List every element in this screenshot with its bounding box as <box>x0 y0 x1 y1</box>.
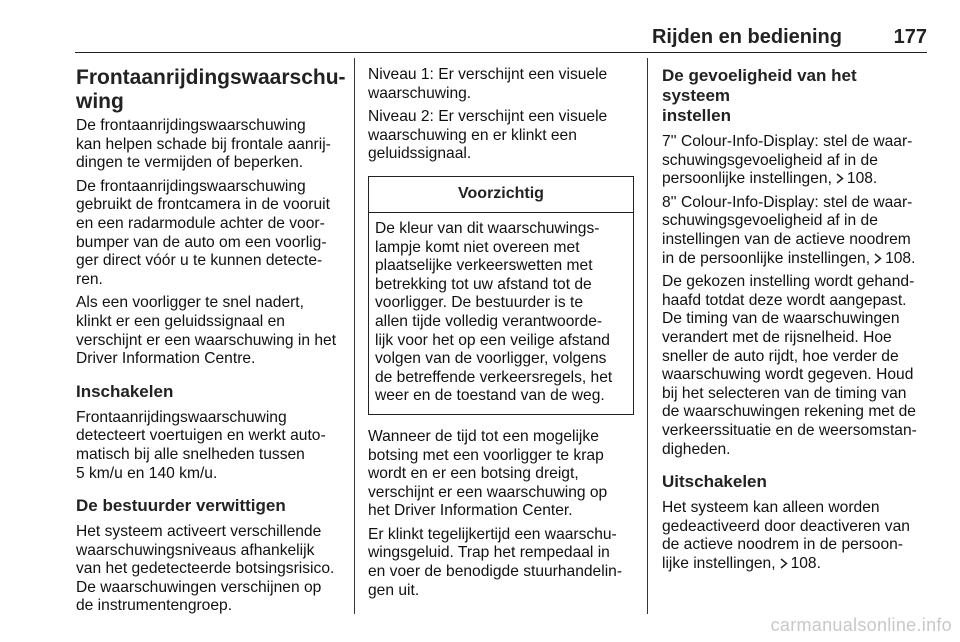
paragraph: Niveau 2: Er verschijnt een visuele waarschuwing en er klinkt een geluidssignaal. <box>368 108 608 163</box>
page-header <box>75 26 927 48</box>
section-title-uitschakelen: Uitschakelen <box>662 472 767 492</box>
caution-box <box>368 176 634 415</box>
watermark: carmanualsonline.info <box>770 615 952 635</box>
paragraph-text: 7'' Colour-Info-Display: stel de waar- schuwingsgevoeligheid af in de persoonlijke instellingen, <box>662 133 913 188</box>
reference-page-link[interactable]: 108. <box>790 554 821 572</box>
caution-title: Voorzichtig <box>369 177 633 213</box>
article-title: Frontaanrijdingswaarschu- wing <box>76 66 346 113</box>
column-divider-2 <box>647 58 648 614</box>
page-reference-icon <box>778 556 789 567</box>
caution-text: De kleur van dit waarschuwings- lampje komt niet overeen met plaatselijke verkeerswetten met betrekking tot uw afstand tot de voorligger. De bestuurder is te allen tijde volledig verantwoorde- lijk voor het op een veilige afstand volgen van de voorligger, volgens de betreffende verkeersregels, het weer en de toestand van de weg. <box>375 219 613 405</box>
paragraph: De gekozen instelling wordt gehand- haafd totdat deze wordt aangepast. De timing van de waarschuwingen verandert met de rijsnelheid. Hoe sneller de auto rijdt, hoe verder de waarschuwing wordt gegeven. Houd bij het selecteren van de timing van de waarschuwingen rekening met de verkeerssituatie en de weersomstan- digheden. <box>662 273 917 458</box>
paragraph: Niveau 1: Er verschijnt een visuele waarschuwing. <box>368 66 608 102</box>
reference-page-link[interactable]: 108. <box>885 249 916 267</box>
page-number: 177 <box>893 26 927 48</box>
paragraph: Er klinkt tegelijkertijd een waarschu- wingsgeluid. Trap het rempedaal in en voer de benodigde stuurhandelin- gen uit. <box>368 525 623 599</box>
paragraph: Het systeem activeert verschillende waarschuwingsniveaus afhankelijk van het gedetecteerde botsingsrisico. De waarschuwingen verschijnen op de instrumentengroep. <box>76 523 335 615</box>
section-title-verwittigen: De bestuurder verwittigen <box>76 496 286 516</box>
column-divider-1 <box>354 58 355 614</box>
page-reference-icon <box>872 251 883 262</box>
paragraph: Frontaanrijdingswaarschuwing detecteert voertuigen en werkt auto- matisch bij alle snelheden tussen 5 km/u en 140 km/u. <box>76 408 326 482</box>
running-header-title: Rijden en bediening <box>651 26 842 48</box>
paragraph: Als een voorligger te snel nadert, klinkt er een geluidssignaal en verschijnt er een waarschuwing in het Driver Information Centre. <box>76 294 337 368</box>
paragraph-with-reference <box>662 133 928 189</box>
column-2 <box>368 66 634 605</box>
section-title-gevoeligheid: De gevoeligheid van het systeem instellen <box>662 66 857 125</box>
paragraph-text: 8'' Colour-Info-Display: stel de waar- schuwingsgevoeligheid af in de instellingen van de actieve noodrem in de persoonlijke instellingen, <box>662 193 913 267</box>
header-rule <box>75 52 927 53</box>
paragraph: Wanneer de tijd tot een mogelijke botsing met een voorligger te krap wordt en er een botsing dreigt, verschijnt er een waarschuwing op het Driver Information Center. <box>368 427 608 520</box>
column-3 <box>662 66 928 578</box>
section-title-inschakelen: Inschakelen <box>76 381 174 401</box>
reference-page-link[interactable]: 108. <box>846 170 878 188</box>
paragraph-with-reference <box>662 499 928 573</box>
paragraph-text: Het systeem kan alleen worden gedeactiveerd door deactiveren van de actieve noodrem in de persoon- lijke instellingen, <box>662 499 910 572</box>
paragraph: De frontaanrijdingswaarschuwing kan helpen schade bij frontale aanrij- dingen te vermijden of beperken. <box>76 117 331 172</box>
paragraph-with-reference <box>662 194 928 268</box>
column-1 <box>76 66 346 621</box>
page-reference-icon <box>834 171 845 182</box>
paragraph: De frontaanrijdingswaarschuwing gebruikt de frontcamera in de vooruit en een radarmodule achter de voor- bumper van de auto om een voorlig- ger direct vóór u te kunnen detecte- ren. <box>76 177 330 288</box>
